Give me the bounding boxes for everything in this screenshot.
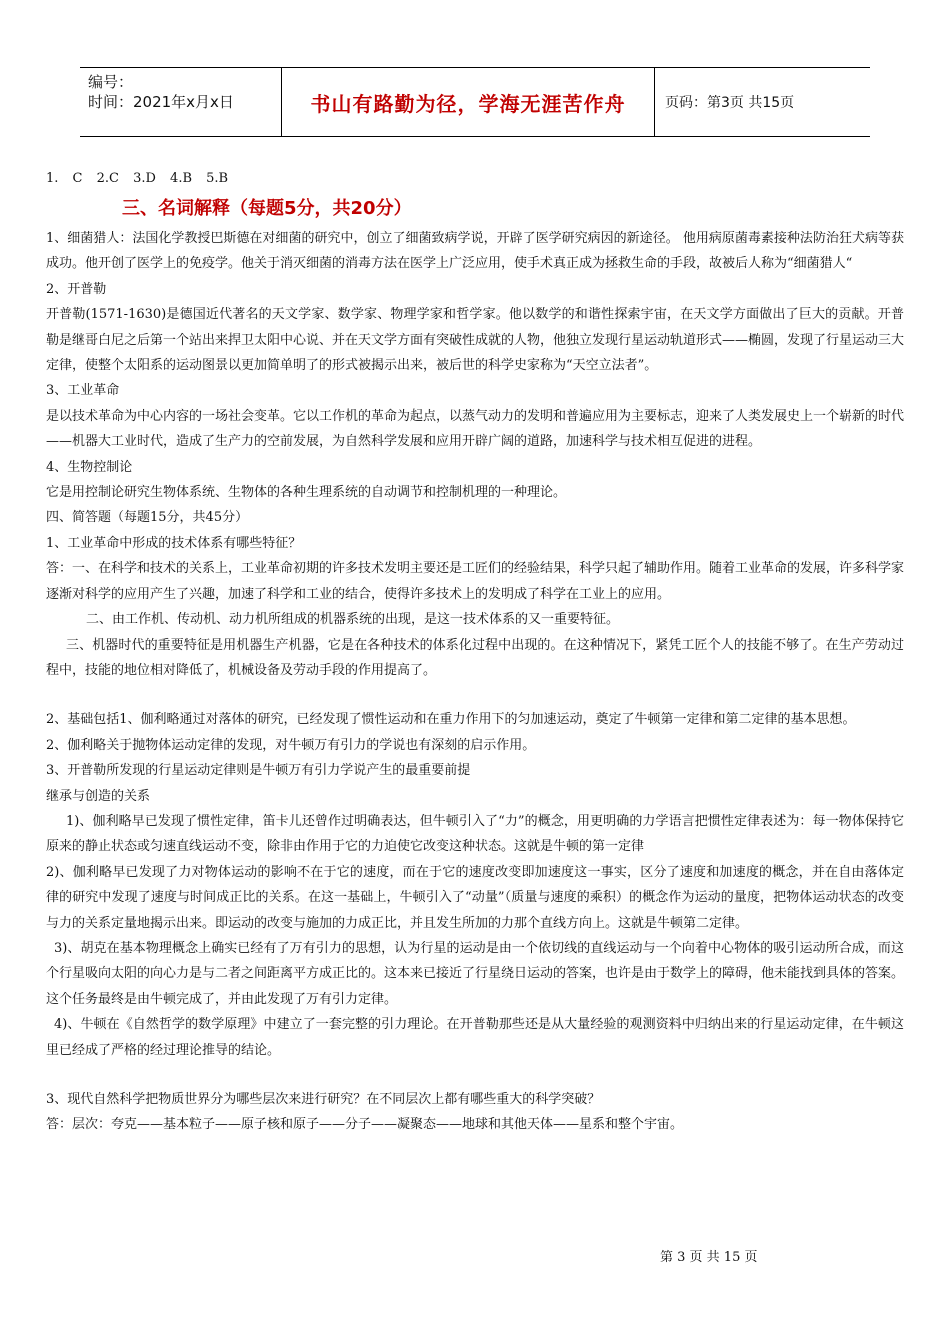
paragraph: 3、工业革命 [46,383,120,399]
paragraph: 答：一、在科学和技术的关系上，工业革命初期的许多技术发明主要还是工匠们的经验结果，科学只起了辅助作用。随着工业革命的发展，许多科学家逐渐对科学的应用产生了兴趣，加速了科学和工业的结合，使得许多技术上的发明成了科学在工业上的应用。 [46,561,905,602]
paragraph: 1、细菌猎人：法国化学教授巴斯德在对细菌的研究中，创立了细菌致病学说，开辟了医学研究病因的新途径。 他用病原菌毒素接种法防治狂犬病等获成功。他开创了医学上的免疫学。他关于消灭细菌的消毒方法在医学上广泛应用，使手术真正成为拯救生命的手段，故被后人称为“细菌猎人“ [46,231,904,272]
header-motto: 书山有路勤为径，学海无涯苦作舟 [282,68,655,136]
document-body [46,168,904,1138]
paragraph: 3)、胡克在基本物理概念上确实已经有了万有引力的思想，认为行星的运动是由一个依切线的直线运动与一个向着中心物体的吸引运动所合成，而这个行星吸向太阳的向心力是与二者之间距离平方成正比的。这本来已接近了行星绕日运动的答案，也许是由于数学上的障碍，他未能找到具体的答案。这个任务最终是由牛顿完成了，并由此发现了万有引力定律。 [46,940,905,1007]
paragraph: 继承与创造的关系 [46,788,151,804]
header-page-info: 页码：第3页 共15页 [665,95,795,111]
document-number-label: 编号： [88,73,134,91]
blank-line [46,1063,904,1087]
paragraph: 3、现代自然科学把物质世界分为哪些层次来进行研究？在不同层次上都有哪些重大的科学突破？ [46,1092,601,1107]
answer-key: 1. C 2.C 3.D 4.B 5.B [46,171,229,186]
paragraph: 2、开普勒 [46,281,107,297]
paragraph: 是以技术革命为中心内容的一场社会变革。它以工作机的革命为起点，以蒸气动力的发明和普遍应用为主要标志，迎来了人类发展史上一个崭新的时代——机器大工业时代，造成了生产力的空前发展，为自然科学发展和应用开辟广阔的道路，加速科学与技术相互促进的进程。 [46,408,905,450]
paragraph: 1)、伽利略早已发现了惯性定律，笛卡儿还曾作过明确表达，但牛顿引入了“力”的概念，用更明确的力学语言把惯性定律表述为：每一物体保持它原来的静止状态或匀速直线运动不变，除非由作用于它的力迫使它改变这种状态。这就是牛顿的第一定律 [46,813,904,855]
page-header [80,67,870,137]
paragraph: 答：层次：夸克——基本粒子——原子核和原子——分子——凝聚态——地球和其他天体——星系和整个宇宙。 [46,1117,684,1133]
paragraph: 3、开普勒所发现的行星运动定律则是牛顿万有引力学说产生的最重要前提 [46,763,471,779]
paragraph: 1、工业革命中形成的技术体系有哪些特征？ [46,535,302,551]
paragraph: 它是用控制论研究生物体系统、生物体的各种生理系统的自动调节和控制机理的一种理论。 [46,485,567,501]
paragraph: 2、伽利略关于抛物体运动定律的发现，对牛顿万有引力的学说也有深刻的启示作用。 [46,737,536,753]
blank-line [46,683,904,707]
paragraph: 开普勒(1571-1630)是德国近代著名的天文学家、数学家、物理学家和哲学家。他以数学的和谐性探索宇宙，在天文学方面做出了巨大的贡献。开普勒是继哥白尼之后第一个站出来捍卫太阳中心说、并在天文学方面有突破性成就的人物，他独立发现行星运动轨道形式——椭圆，发现了行星运动三大定律，使整个太阳系的运动图景以更加简单明了的形式被揭示出来，被后世的科学史家称为“天空立法者”。 [46,307,905,374]
paragraph: 2、基础包括1、伽利略通过对落体的研究，已经发现了惯性运动和在重力作用下的匀加速运动，奠定了牛顿第一定律和第二定律的基本思想。 [46,712,856,728]
document-date: 时间：2021年x月x日 [88,93,234,111]
paragraph: 四、简答题（每题15分，共45分） [46,510,249,526]
section-title: 三、名词解释（每题5分，共20分） [122,198,412,219]
header-meta [80,68,282,136]
paragraph: 4)、牛顿在《自然哲学的数学原理》中建立了一套完整的引力理论。在开普勒那些还是从大量经验的观测资料中归纳出来的行星运动定律，在牛顿这里已经成了严格的经过理论推导的结论。 [46,1017,904,1058]
paragraph: 2)、伽利略早已发现了力对物体运动的影响不在于它的速度，而在于它的速度改变即加速度这一事实，区分了速度和加速度的概念，并在自由落体定律的研究中发现了速度与时间成正比的关系。在这一基础上，牛顿引入了“动量”（质量与速度的乘积）的概念作为运动的量度，把物体运动状态的改变与力的关系定量地揭示出来。即运动的改变与施加的力成正比，并且发生所加的力那个直线方向上。这就是牛顿第二定律。 [46,864,904,931]
paragraph: 三、机器时代的重要特征是用机器生产机器，它是在各种技术的体系化过程中出现的。在这种情况下，紧凭工匠个人的技能不够了。在生产劳动过程中，技能的地位相对降低了，机械设备及劳动手段的作用提高了。 [46,637,904,678]
paragraph: 二、由工作机、传动机、动力机所组成的机器系统的出现，是这一技术体系的又一重要特征。 [86,612,620,628]
page-footer: 第 3 页 共 15 页 [660,1250,758,1265]
paragraph: 4、生物控制论 [46,459,133,475]
